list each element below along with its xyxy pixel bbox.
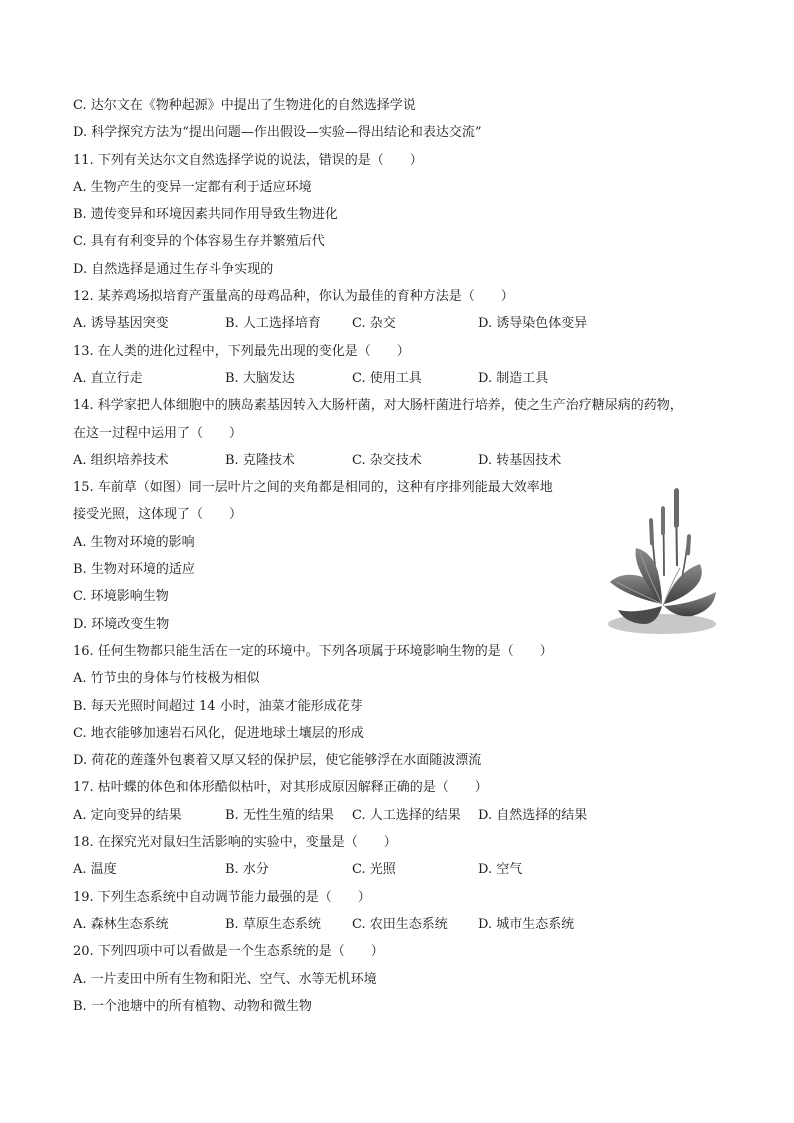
question-20-stem: 20. 下列四项中可以看做是一个生态系统的是（ ）	[73, 944, 384, 960]
question-11-option-b: B. 遗传变异和环境因素共同作用导致生物进化	[73, 207, 338, 223]
question-19-options	[73, 911, 733, 938]
prev-option-c: C. 达尔文在《物种起源》中提出了生物进化的自然选择学说	[73, 98, 416, 113]
question-19-option-a: A. 森林生态系统	[73, 916, 169, 932]
question-15-option-c: C. 环境影响生物	[73, 589, 169, 605]
question-17-option-d: D. 自然选择的结果	[478, 807, 588, 823]
question-15-option-d: D. 环境改变生物	[73, 616, 170, 632]
question-12-option-d: D. 诱导染色体变异	[478, 316, 588, 332]
question-18-option-c: C. 光照	[352, 862, 396, 878]
question-15-option-a: A. 生物对环境的影响	[73, 534, 195, 550]
question-18-options	[73, 856, 733, 883]
question-20-option-a: A. 一片麦田中所有生物和阳光、空气、水等无机环境	[73, 971, 377, 987]
question-11-option-a: A. 生物产生的变异一定都有利于适应环境	[73, 179, 312, 195]
question-19-stem: 19. 下列生态系统中自动调节能力最强的是（ ）	[73, 889, 371, 905]
plantain-illustration	[606, 486, 720, 636]
question-17-option-b: B. 无性生殖的结果	[225, 807, 334, 823]
question-12-option-c: C. 杂交	[352, 316, 396, 332]
question-16-option-c: C. 地衣能够加速岩石风化，促进地球土壤层的形成	[73, 725, 364, 741]
question-13-stem: 13. 在人类的进化过程中，下列最先出现的变化是（ ）	[73, 343, 410, 359]
question-18-option-b: B. 水分	[225, 862, 269, 878]
question-14-option-a: A. 组织培养技术	[73, 452, 169, 468]
question-12-stem: 12. 某养鸡场拟培育产蛋量高的母鸡品种，你认为最佳的育种方法是（ ）	[73, 289, 514, 305]
question-19-option-b: B. 草原生态系统	[225, 916, 321, 932]
question-14-option-d: D. 转基因技术	[478, 452, 562, 468]
question-14-stem-line-2: 在这一过程中运用了（ ）	[73, 425, 243, 441]
question-13-option-b: B. 大脑发达	[225, 370, 295, 386]
question-19-option-c: C. 农田生态系统	[352, 916, 448, 932]
question-12-options	[73, 310, 733, 337]
question-17-stem: 17. 枯叶蝶的体色和体形酷似枯叶，对其形成原因解释正确的是（ ）	[73, 780, 488, 796]
question-14-option-b: B. 克隆技术	[225, 452, 295, 468]
question-17-options	[73, 802, 733, 829]
question-14-options	[73, 447, 733, 474]
question-13-option-d: D. 制造工具	[478, 370, 549, 386]
question-18-stem: 18. 在探究光对鼠妇生活影响的实验中，变量是（ ）	[73, 835, 397, 851]
question-18-option-d: D. 空气	[478, 862, 523, 878]
question-14-option-c: C. 杂交技术	[352, 452, 422, 468]
question-19-option-d: D. 城市生态系统	[478, 916, 575, 932]
question-16-option-d: D. 荷花的莲蓬外包裹着又厚又轻的保护层，使它能够浮在水面随波漂流	[73, 753, 482, 769]
question-18-option-a: A. 温度	[73, 862, 117, 878]
prev-option-d: D. 科学探究方法为“提出问题—作出假设—实验—得出结论和表达交流”	[73, 125, 482, 141]
question-11-option-c: C. 具有有利变异的个体容易生存并繁殖后代	[73, 234, 325, 250]
question-14-stem-line-1: 14. 科学家把人体细胞中的胰岛素基因转入大肠杆菌，对大肠杆菌进行培养，使之生产治疗糖尿病的药物，	[73, 398, 683, 414]
question-16-stem: 16. 任何生物都只能生活在一定的环境中。下列各项属于环境影响生物的是（ ）	[73, 643, 553, 659]
question-15-stem-line-2: 接受光照，这体现了（ ）	[73, 507, 243, 523]
question-13-option-a: A. 直立行走	[73, 370, 143, 386]
question-12-option-a: A. 诱导基因突变	[73, 316, 169, 332]
question-17-option-a: A. 定向变异的结果	[73, 807, 182, 823]
question-11-stem: 11. 下列有关达尔文自然选择学说的说法，错误的是（ ）	[73, 152, 423, 168]
question-20-option-b: B. 一个池塘中的所有植物、动物和微生物	[73, 998, 312, 1014]
question-13-options	[73, 365, 733, 392]
question-12-option-b: B. 人工选择培育	[225, 316, 321, 332]
question-11-option-d: D. 自然选择是通过生存斗争实现的	[73, 261, 274, 277]
question-16-option-b: B. 每天光照时间超过 14 小时，油菜才能形成花芽	[73, 698, 363, 714]
question-15-option-b: B. 生物对环境的适应	[73, 562, 195, 578]
question-17-option-c: C. 人工选择的结果	[352, 807, 461, 823]
question-13-option-c: C. 使用工具	[352, 370, 422, 386]
question-15-stem-line-1: 15. 车前草（如图）同一层叶片之间的夹角都是相同的，这种有序排列能最大效率地	[73, 480, 553, 496]
question-16-option-a: A. 竹节虫的身体与竹枝极为相似	[73, 671, 260, 687]
